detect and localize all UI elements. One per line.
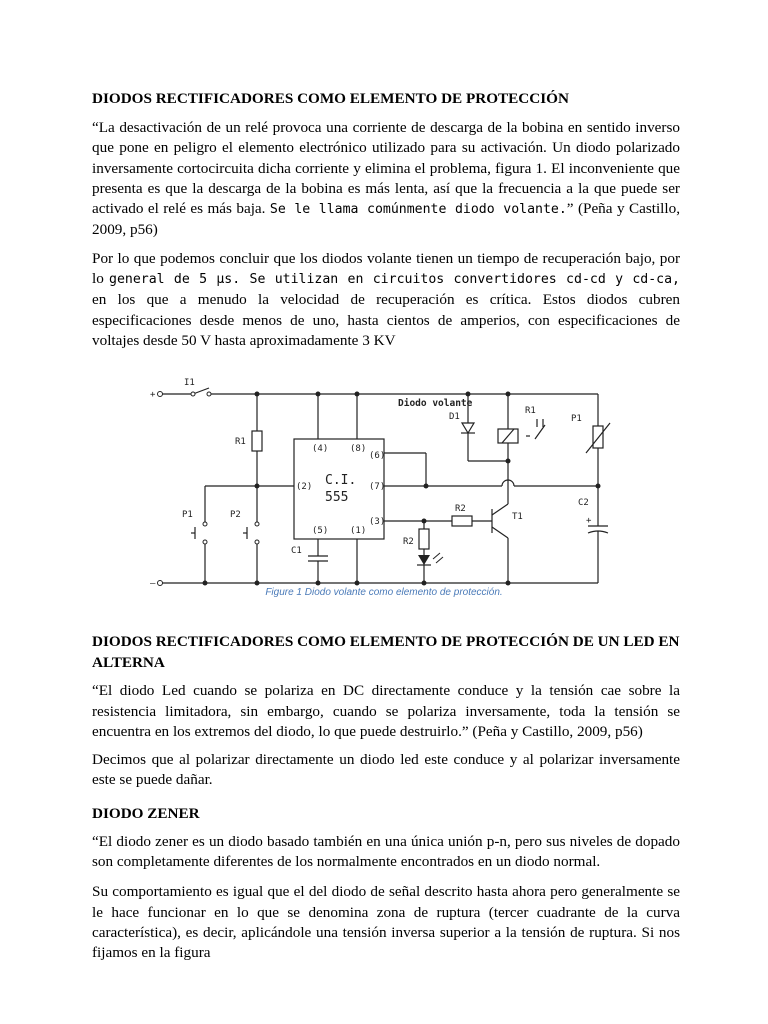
document-body bbox=[92, 88, 680, 964]
potentiometer-p1-label: P1 bbox=[571, 414, 582, 425]
section-title-proteccion: DIODOS RECTIFICADORES COMO ELEMENTO DE PROTECCIÓN bbox=[92, 90, 569, 107]
section-title-zener: DIODO ZENER bbox=[92, 804, 200, 822]
transistor-t1-label: T1 bbox=[512, 512, 523, 523]
relay-r1-label: R1 bbox=[525, 406, 536, 417]
ic-pin1-label: (1) bbox=[350, 526, 367, 537]
ic-pin2-label: (2) bbox=[296, 482, 313, 493]
ic-name-label: C.I. bbox=[325, 473, 357, 489]
ic-pin7-label: (7) bbox=[369, 482, 386, 493]
ic-pin6-label: (6) bbox=[369, 451, 386, 462]
terminal-plus-label: + bbox=[150, 390, 156, 401]
button-p1-label: P1 bbox=[182, 510, 193, 521]
button-p2-label: P2 bbox=[230, 510, 241, 521]
diode-d1-label: D1 bbox=[449, 412, 460, 423]
ic-pin5-label: (5) bbox=[312, 526, 329, 537]
quote-rele-text: “La desactivación de un relé provoca una corriente de descarga de la bobina en sentido inverso que pone en peligro el elemento electrónico utilizado para su activación. Un diodo polarizado inversamente cortocircuita dicha corriente y elimina el problema, figura 1. El inconveniente que presenta es que la descarga de la bobina es más lenta, así que la frecuencia a la que puede ser activado el relé es más baja. bbox=[92, 119, 680, 218]
quote-rele-citation: ” (Peña y Castillo, 2009, p56) bbox=[92, 200, 681, 239]
ic-pin8-label: (8) bbox=[350, 444, 367, 455]
ic-number-label: 555 bbox=[325, 490, 349, 506]
capacitor-c2-label: C2 bbox=[578, 498, 589, 509]
circuit-diagram bbox=[0, 361, 768, 601]
quote-rele-highlight: Se le llama comúnmente diodo volante. bbox=[269, 202, 567, 218]
quote-rele bbox=[92, 118, 680, 241]
terminal-minus-label: – bbox=[150, 579, 156, 590]
figure-1 bbox=[0, 361, 768, 631]
paragraph-diodo-volante bbox=[92, 249, 680, 351]
section-title-led-alterna: DIODOS RECTIFICADORES COMO ELEMENTO DE PROTECCIÓN DE UN LED EN ALTERNA bbox=[92, 633, 680, 672]
quote-zener: “El diodo zener es un diodo basado también en una única unión p-n, pero sus niveles de dopado son completamente diferentes de los normalmente encontrados en un diodo normal. bbox=[92, 832, 680, 871]
paragraph-zener: Su comportamiento es igual que el del diodo de señal descrito hasta ahora pero generalmente se le hace funcionar en lo que se denomina zona de ruptura (tercer cuadrante de la curva característica), es decir, aplicándole una tensión inversa superior a la tensión de ruptura. Si nos fijamos en la figura bbox=[92, 883, 680, 962]
paragraph-diodo-volante-b: general de 5 µs. Se utilizan en circuitos convertidores cd-cd y cd-ca, bbox=[109, 272, 680, 288]
resistor-r2-label: R2 bbox=[455, 504, 466, 515]
paragraph-diodo-volante-c: en los que a menudo la velocidad de recuperación es crítica. Estos diodos cubren especificaciones desde menos de uno, hasta cientos de amperios, con especificaciones de voltajes desde 50 V hasta aproximadamente 3 KV bbox=[92, 291, 680, 349]
capacitor-c1-label: C1 bbox=[291, 546, 302, 557]
ic-pin4-label: (4) bbox=[312, 444, 329, 455]
ic-pin3-label: (3) bbox=[369, 517, 386, 528]
paragraph-diodo-volante-a: Por lo que podemos concluir que los diodos volante tienen un tiempo de recuperación bajo, por lo bbox=[92, 249, 680, 288]
quote-led: “El diodo Led cuando se polariza en DC directamente conduce y la tensión cae sobre la resistencia limitadora, sin embargo, cuando se polariza inversamente, toda la tensión se encuentra en los extremos del diodo, lo que puede destruirlo.” (Peña y Castillo, 2009, p56) bbox=[92, 682, 680, 740]
switch-i1-label: I1 bbox=[184, 378, 195, 389]
resistor-r2-led-label: R2 bbox=[403, 537, 414, 548]
capacitor-c2-plus-label: + bbox=[586, 516, 592, 527]
paragraph-led: Decimos que al polarizar directamente un diodo led este conduce y al polarizar inversamente este se puede dañar. bbox=[92, 751, 680, 789]
figure-caption: Figure 1 Diodo volante como elemento de protección. bbox=[265, 587, 503, 599]
diodo-volante-label: Diodo volante bbox=[398, 398, 473, 410]
led-icon bbox=[417, 553, 443, 565]
resistor-r1-label: R1 bbox=[235, 437, 246, 448]
